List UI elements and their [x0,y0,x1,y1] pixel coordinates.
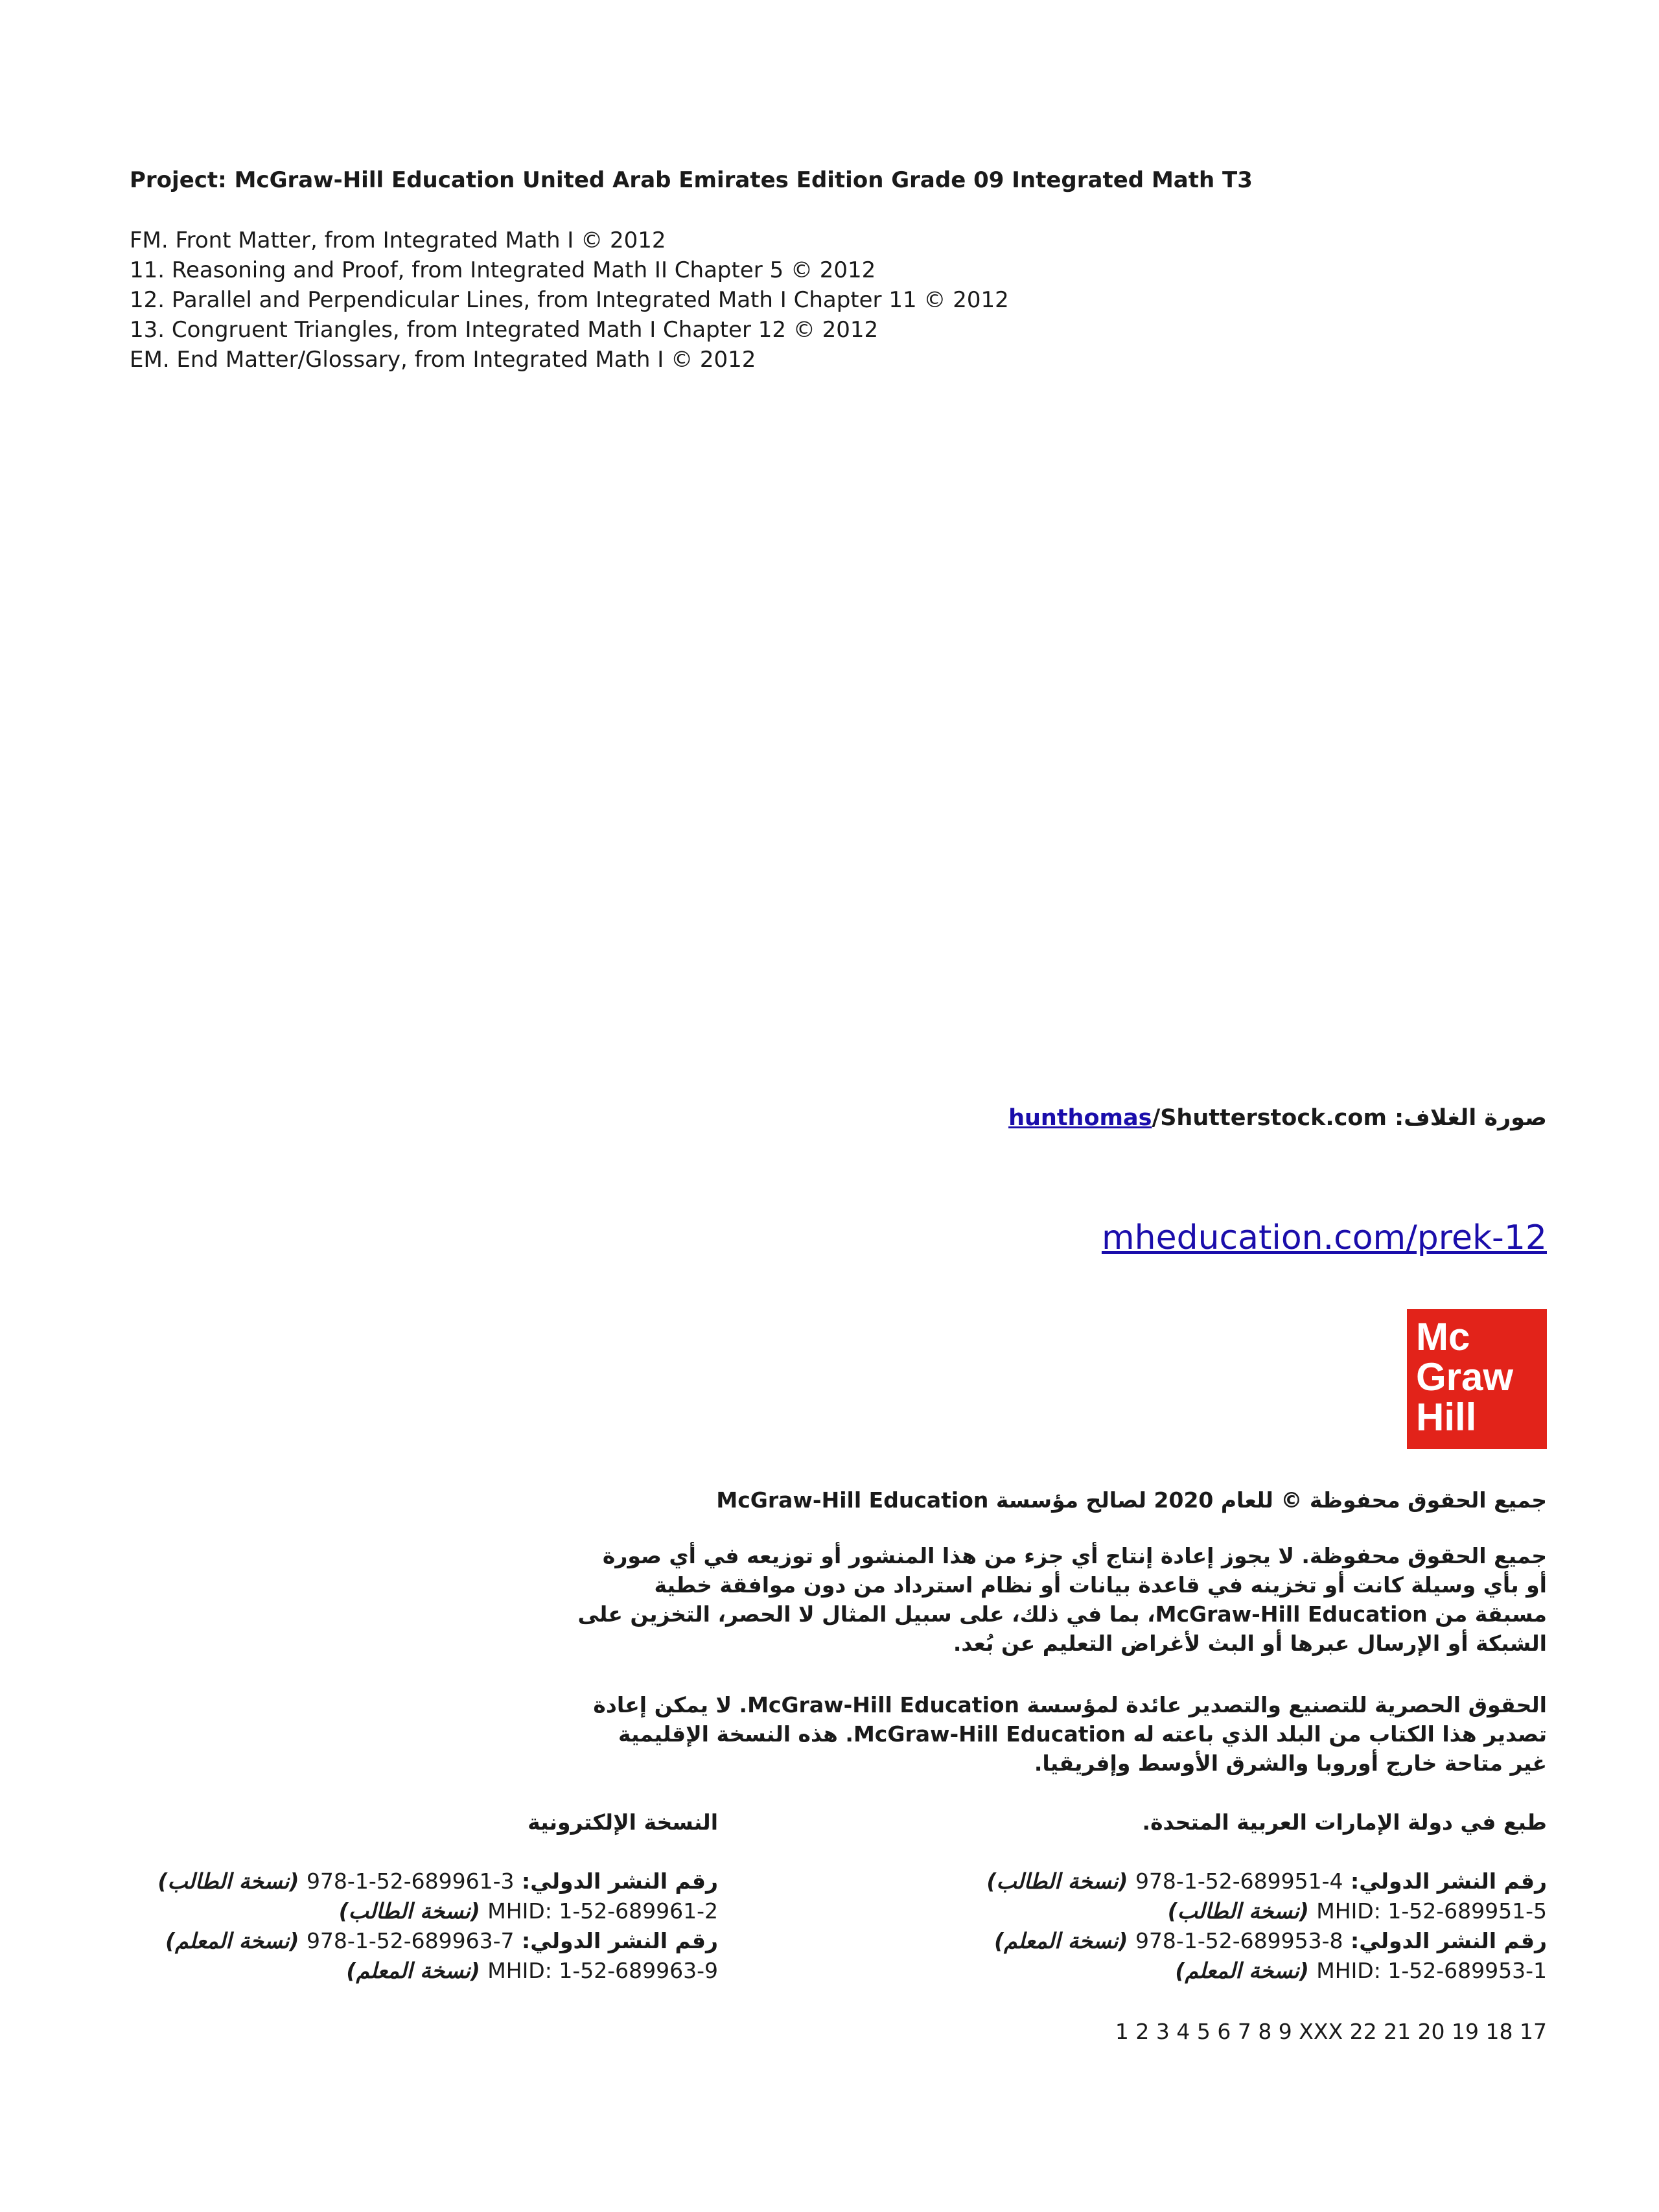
logo-line: Mc [1416,1315,1470,1358]
edition-note: (نسخة المعلم) [1175,1958,1317,1983]
isbn-label: رقم النشر الدولي: [1343,1869,1547,1894]
print-edition-heading: طبع في دولة الإمارات العربية المتحدة. [1142,1810,1547,1835]
isbn-number: MHID: 1-52-689951-5 [1316,1898,1547,1924]
cover-credit-source: /Shutterstock.com [1152,1105,1387,1131]
isbn-number: MHID: 1-52-689961-2 [487,1898,718,1924]
isbn-label: رقم النشر الدولي: [1343,1928,1547,1953]
print-number-line: 1 2 3 4 5 6 7 8 9 XXX 22 21 20 19 18 17 [1115,2019,1547,2044]
mcgraw-hill-logo [1407,1309,1547,1449]
edition-note: (نسخة المعلم) [994,1928,1135,1953]
cover-credit [1008,1105,1547,1131]
contents-item: EM. End Matter/Glossary, from Integrated Math I © 2012 [130,347,756,373]
logo-line: Hill [1416,1395,1477,1439]
contents-item: FM. Front Matter, from Integrated Math I © 2012 [130,227,666,253]
ebook-isbn-list [157,1867,718,1986]
isbn-number: 978-1-52-689961-3 [306,1869,515,1894]
contents-item: 11. Reasoning and Proof, from Integrated Math II Chapter 5 © 2012 [130,257,876,283]
isbn-number: 978-1-52-689951-4 [1135,1869,1343,1894]
isbn-label: رقم النشر الدولي: [514,1928,718,1953]
export-paragraph: الحقوق الحصرية للتصنيع والتصدير عائدة لمؤسسة McGraw-Hill Education. لا يمكن إعادة تصدير هذا الكتاب من البلد الذي باعته له McGraw-Hill Education. هذه النسخة الإقليمية غير متاحة خارج أوروبا والشرق الأوسط وإفريقيا. [593,1692,1547,1776]
isbn-line [986,1867,1547,1896]
rights-paragraph: جميع الحقوق محفوظة. لا يجوز إعادة إنتاج أي جزء من هذا المنشور أو توزيعه في أي صورة أو بأي وسيلة كانت أو تخزينه في قاعدة بيانات أو نظام استرداد من دون موافقة خطية مسبقة من McGraw-Hill Education، بما في ذلك، على سبيل المثال لا الحصر، التخزين على الشبكة أو الإرسال عبرها أو البث لأغراض التعليم عن بُعد. [577,1543,1547,1656]
ebook-edition-heading: النسخة الإلكترونية [528,1810,718,1835]
isbn-line [157,1867,718,1896]
isbn-line [157,1926,718,1956]
isbn-number: 978-1-52-689953-8 [1135,1928,1343,1953]
isbn-number: MHID: 1-52-689963-9 [487,1958,718,1983]
cover-credit-label: صورة الغلاف: [1386,1105,1547,1131]
print-isbn-list [986,1867,1547,1986]
isbn-number: 978-1-52-689963-7 [306,1928,515,1953]
contents-list [130,226,1009,375]
isbn-line [986,1926,1547,1956]
edition-note: (نسخة المعلم) [165,1928,307,1953]
isbn-label: رقم النشر الدولي: [514,1869,718,1894]
project-title: Project: McGraw-Hill Education United Arab Emirates Edition Grade 09 Integrated Math T3 [130,167,1253,193]
edition-note: (نسخة الطالب) [986,1869,1135,1894]
edition-note: (نسخة الطالب) [1167,1898,1317,1924]
photographer-link[interactable]: hunthomas [1008,1105,1152,1131]
isbn-line [986,1896,1547,1926]
website-link[interactable]: mheducation.com/prek-12 [1101,1218,1547,1257]
copyright-line: جميع الحقوق محفوظة © للعام 2020 لصالح مؤسسة McGraw-Hill Education [716,1487,1547,1513]
isbn-line [986,1956,1547,1986]
logo-line: Graw [1416,1355,1514,1399]
contents-item: 12. Parallel and Perpendicular Lines, from Integrated Math I Chapter 11 © 2012 [130,287,1009,313]
isbn-number: MHID: 1-52-689953-1 [1316,1958,1547,1983]
isbn-line [157,1956,718,1986]
contents-item: 13. Congruent Triangles, from Integrated Math I Chapter 12 © 2012 [130,317,879,343]
edition-note: (نسخة المعلم) [346,1958,488,1983]
edition-note: (نسخة الطالب) [338,1898,488,1924]
isbn-line [157,1896,718,1926]
edition-note: (نسخة الطالب) [157,1869,307,1894]
